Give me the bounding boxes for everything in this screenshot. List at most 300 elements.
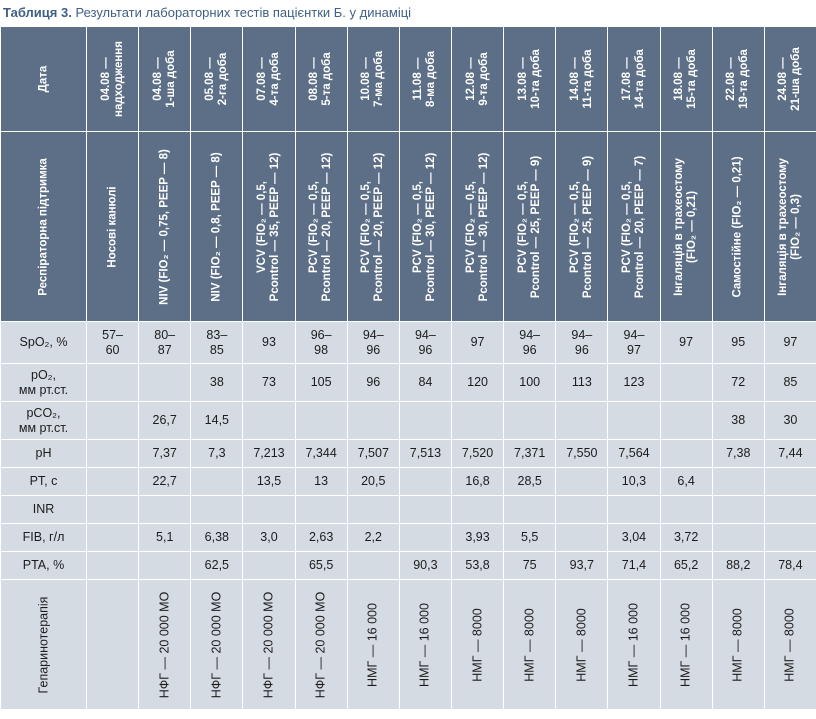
pta-cell <box>556 552 608 580</box>
support-cell <box>608 132 660 322</box>
support-cell-8-line-0: PCV (FIO₂ — 0,5, <box>516 180 529 273</box>
row-label-ph-line-0: pH <box>35 446 52 460</box>
heparin-cell-3-text <box>262 591 275 698</box>
po2-value-6: 84 <box>418 375 433 389</box>
support-cell <box>504 132 556 322</box>
date-cell-11-text <box>673 49 699 109</box>
ph-value-8: 7,371 <box>514 446 546 460</box>
pco2-value-13: 30 <box>783 413 798 427</box>
support-cell <box>347 132 399 322</box>
date-cell <box>608 27 660 132</box>
heparin-cell <box>504 580 556 710</box>
row-label-pco2 <box>1 402 87 440</box>
ph-cell <box>764 440 816 468</box>
pco2-cell <box>191 402 243 440</box>
support-cell <box>295 132 347 322</box>
date-cell-11-line-0: 18.08 — <box>673 57 686 101</box>
support-cell-2-text <box>210 152 223 301</box>
date-cell-13-line-1: 21-ша доба <box>790 47 803 111</box>
po2-value-2: 38 <box>209 375 224 389</box>
date-cell <box>712 27 764 132</box>
spo2-cell <box>712 322 764 364</box>
spo2-value-8-0: 94– <box>519 327 541 342</box>
spo2-cell <box>608 322 660 364</box>
fib-value-10: 3,04 <box>621 530 647 544</box>
heparin-cell-1-line-0: НФГ — 20 000 МО <box>157 591 172 698</box>
date-cell-5-text <box>360 51 386 107</box>
date-cell-12-line-0: 22.08 — <box>725 57 738 101</box>
pco2-cell <box>712 402 764 440</box>
heparin-cell-10-text <box>627 603 640 687</box>
po2-cell <box>295 364 347 402</box>
support-cell-9-line-1: Pcontrol — 25, PEEP — 9) <box>581 155 594 298</box>
pt-cell <box>660 468 712 496</box>
ph-value-9: 7,550 <box>566 446 598 460</box>
heparin-cell <box>712 580 764 710</box>
support-cell-4-text <box>308 152 334 301</box>
support-cell-1-text <box>158 149 171 305</box>
fib-cell <box>139 524 191 552</box>
row-label-po2-line-0: pO₂, <box>31 367 56 382</box>
row-po2 <box>1 364 816 402</box>
ph-cell <box>660 440 712 468</box>
pt-cell <box>504 468 556 496</box>
heparin-cell-9-text <box>575 608 588 681</box>
row-pt <box>1 468 816 496</box>
spo2-value-2-1: 85 <box>209 342 224 357</box>
spo2-cell <box>451 322 503 364</box>
support-cell-0-line-0: Носові канюлі <box>106 185 119 268</box>
date-cell-3-line-0: 07.08 — <box>255 57 268 101</box>
row-label-pt-line-0: PT, с <box>29 474 58 488</box>
date-cell-9-text <box>569 49 595 108</box>
spo2-value-1-1: 87 <box>157 342 172 357</box>
po2-cell <box>451 364 503 402</box>
row-label-ph <box>1 440 87 468</box>
pco2-cell <box>451 402 503 440</box>
spo2-value-3-0: 93 <box>262 335 276 349</box>
fib-cell <box>608 524 660 552</box>
date-cell <box>243 27 295 132</box>
fib-cell <box>87 524 139 552</box>
inr-cell <box>504 496 556 524</box>
heparin-cell-5-text <box>367 603 380 687</box>
date-cell-4-line-0: 08.08 — <box>308 57 321 101</box>
date-cell-2-line-1: 2-га доба <box>216 52 229 106</box>
inr-cell <box>347 496 399 524</box>
date-cell-5-line-1: 7-ма доба <box>373 51 386 107</box>
date-cell-1-line-0: 04.08 — <box>151 57 164 101</box>
heparin-cell-7-line-0: НМГ — 8000 <box>470 607 485 682</box>
ph-cell <box>191 440 243 468</box>
heparin-cell-12-line-0: НМГ — 8000 <box>730 607 745 682</box>
heparin-cell <box>347 580 399 710</box>
row-inr <box>1 496 816 524</box>
fib-value-7: 3,93 <box>465 530 490 544</box>
pt-value-11: 6,4 <box>677 474 695 488</box>
pta-value-6: 90,3 <box>413 558 438 572</box>
heparin-cell <box>764 580 816 710</box>
spo2-cell <box>191 322 243 364</box>
po2-cell <box>660 364 712 402</box>
date-cell <box>556 27 608 132</box>
date-cell-6-line-0: 11.08 — <box>412 57 425 101</box>
support-cell-5-text <box>360 152 386 301</box>
pco2-cell <box>139 402 191 440</box>
fib-cell <box>712 524 764 552</box>
inr-cell <box>712 496 764 524</box>
fib-cell <box>347 524 399 552</box>
pta-value-12: 88,2 <box>726 558 751 572</box>
pta-cell <box>764 552 816 580</box>
ph-value-7: 7,520 <box>461 446 494 460</box>
support-cell-10-text <box>621 155 647 297</box>
pt-cell <box>451 468 503 496</box>
pta-cell <box>295 552 347 580</box>
support-cell <box>660 132 712 322</box>
support-cell-9-text <box>569 155 595 297</box>
ph-cell <box>712 440 764 468</box>
po2-cell <box>608 364 660 402</box>
spo2-cell <box>243 322 295 364</box>
fib-value-8: 5,5 <box>521 530 539 544</box>
po2-value-9: 113 <box>571 375 592 389</box>
date-cell <box>399 27 451 132</box>
pt-value-1: 22,7 <box>152 474 177 488</box>
pta-value-2: 62,5 <box>204 558 230 572</box>
row-label-pta-line-0: PTA, % <box>22 558 65 572</box>
date-cell <box>660 27 712 132</box>
pt-value-7: 16,8 <box>465 474 490 488</box>
row-label-date-line-0: Дата <box>37 65 49 93</box>
heparin-cell-3-line-0: НФГ — 20 000 МО <box>261 591 276 698</box>
row-ph <box>1 440 816 468</box>
support-cell-4-line-0: PCV (FIO₂ — 0,5, <box>308 180 321 273</box>
date-cell-13-line-0: 24.08 — <box>777 57 790 101</box>
support-cell-8-text <box>517 155 543 297</box>
pta-value-8: 75 <box>522 558 537 572</box>
inr-cell <box>451 496 503 524</box>
inr-cell <box>191 496 243 524</box>
pt-cell <box>191 468 243 496</box>
fib-value-4: 2,63 <box>308 530 334 544</box>
fib-value-5: 2,2 <box>364 530 382 544</box>
pt-value-3: 13,5 <box>256 474 282 488</box>
heparin-cell-2-line-0: НФГ — 20 000 МО <box>209 591 224 698</box>
spo2-cell <box>295 322 347 364</box>
support-cell-5-line-0: PCV (FIO₂ — 0,5, <box>360 180 373 273</box>
support-cell <box>243 132 295 322</box>
date-cell-0-line-0: 04.08 — <box>99 57 112 101</box>
date-cell-3-line-1: 4-та доба <box>268 52 281 106</box>
pco2-cell <box>608 402 660 440</box>
heparin-cell <box>608 580 660 710</box>
spo2-cell <box>556 322 608 364</box>
heparin-cell-13-text <box>784 608 797 681</box>
po2-value-4: 105 <box>310 375 332 389</box>
row-spo2 <box>1 322 816 364</box>
heparin-cell <box>191 580 243 710</box>
row-label-heparin <box>1 580 87 710</box>
spo2-value-4-0: 96– <box>310 327 332 342</box>
spo2-value-12-0: 95 <box>731 335 746 349</box>
spo2-value-8-1: 96 <box>522 342 537 357</box>
date-cell-7-line-1: 9-та доба <box>477 52 490 106</box>
fib-cell <box>243 524 295 552</box>
pta-value-9: 93,7 <box>569 558 594 572</box>
heparin-cell <box>139 580 191 710</box>
date-cell-4-line-1: 5-та доба <box>321 52 334 106</box>
ph-cell <box>451 440 503 468</box>
ph-cell <box>399 440 451 468</box>
support-cell <box>139 132 191 322</box>
spo2-value-4-1: 98 <box>314 342 329 357</box>
inr-cell <box>399 496 451 524</box>
support-cell-11-line-1: (FIO₂ — 0,21) <box>686 190 699 263</box>
heparin-cell <box>660 580 712 710</box>
date-cell-6-text <box>412 51 438 107</box>
spo2-cell <box>87 322 139 364</box>
inr-cell <box>243 496 295 524</box>
row-label-fib <box>1 524 87 552</box>
support-cell-3-line-0: VCV (FIO₂ — 0,5, <box>255 180 268 273</box>
heparin-cell <box>451 580 503 710</box>
inr-cell <box>556 496 608 524</box>
pt-cell <box>139 468 191 496</box>
spo2-cell <box>399 322 451 364</box>
ph-value-12: 7,38 <box>726 446 751 460</box>
fib-value-1: 5,1 <box>156 530 174 544</box>
heparin-cell-11-line-0: НМГ — 16 000 <box>678 602 693 687</box>
pta-cell <box>399 552 451 580</box>
row-label-inr <box>1 496 87 524</box>
ph-value-4: 7,344 <box>305 446 337 460</box>
row-label-date <box>1 27 87 132</box>
heparin-cell-6-text <box>419 603 432 687</box>
pt-cell <box>243 468 295 496</box>
ph-value-6: 7,513 <box>409 446 442 460</box>
heparin-cell-10-line-0: НМГ — 16 000 <box>626 602 641 687</box>
pta-value-7: 53,8 <box>465 558 490 572</box>
pt-cell <box>712 468 764 496</box>
pt-cell <box>87 468 139 496</box>
fib-cell <box>764 524 816 552</box>
ph-cell <box>504 440 556 468</box>
heparin-cell <box>243 580 295 710</box>
spo2-value-0-0: 57– <box>102 327 123 342</box>
support-cell-13-line-1: (FIO₂ — 0,3) <box>790 193 803 260</box>
ph-cell <box>347 440 399 468</box>
support-cell-3-line-1: Pcontrol — 35, PEEP — 12) <box>268 152 281 301</box>
row-pco2 <box>1 402 816 440</box>
ph-value-3: 7,213 <box>253 446 285 460</box>
po2-value-7: 120 <box>467 375 488 389</box>
pt-cell <box>347 468 399 496</box>
heparin-cell-11-text <box>680 603 693 687</box>
support-cell-7-text <box>465 152 491 301</box>
pco2-cell <box>504 402 556 440</box>
po2-cell <box>764 364 816 402</box>
date-cell-0-text <box>100 41 126 117</box>
support-cell <box>191 132 243 322</box>
support-cell-12-text <box>732 156 745 297</box>
pta-cell <box>712 552 764 580</box>
spo2-value-9-1: 96 <box>574 342 589 357</box>
pco2-value-2: 14,5 <box>204 413 230 427</box>
pco2-cell <box>87 402 139 440</box>
date-cell-10-line-0: 17.08 — <box>620 57 633 101</box>
support-cell-10-line-0: PCV (FIO₂ — 0,5, <box>620 180 633 273</box>
pta-value-4: 65,5 <box>308 558 334 572</box>
date-cell-4-text <box>308 52 334 105</box>
pt-cell <box>399 468 451 496</box>
support-cell-1-line-0: NIV (FIO₂ — 0,75, PEEP — 8) <box>158 148 171 305</box>
support-cell-12-line-0: Самостійне (FIO₂ — 0,21) <box>731 155 744 298</box>
heparin-cell-12-text <box>732 608 745 681</box>
row-support <box>1 132 816 322</box>
heparin-cell-6-line-0: НМГ — 16 000 <box>417 602 432 687</box>
date-cell-10-text <box>621 49 647 109</box>
ph-cell <box>243 440 295 468</box>
fib-value-2: 6,38 <box>204 530 230 544</box>
fib-cell <box>504 524 556 552</box>
pco2-cell <box>295 402 347 440</box>
date-cell-9-line-1: 11-та доба <box>581 49 594 109</box>
spo2-cell <box>347 322 399 364</box>
spo2-value-2-0: 83– <box>206 327 228 342</box>
date-cell-12-text <box>725 49 751 109</box>
pco2-cell <box>243 402 295 440</box>
po2-value-10: 123 <box>623 375 645 389</box>
pta-cell <box>191 552 243 580</box>
table-caption-text: Результати лабораторних тестів пацієнтки Б. у динаміці <box>75 5 412 20</box>
po2-value-12: 72 <box>731 375 746 389</box>
date-cell-3-text <box>256 52 282 105</box>
fib-cell <box>295 524 347 552</box>
po2-value-8: 100 <box>519 375 541 389</box>
row-date <box>1 27 816 132</box>
support-cell <box>87 132 139 322</box>
support-cell <box>764 132 816 322</box>
fib-cell <box>660 524 712 552</box>
po2-value-5: 96 <box>366 375 381 389</box>
date-cell-6-line-1: 8-ма доба <box>425 51 438 107</box>
pta-cell <box>347 552 399 580</box>
support-cell-10-line-1: Pcontrol — 20, PEEP — 7) <box>633 155 646 298</box>
inr-cell <box>139 496 191 524</box>
row-label-fib-line-0: FIB, г/л <box>22 530 65 544</box>
lab-results-table <box>0 26 816 710</box>
fib-cell <box>451 524 503 552</box>
ph-cell <box>608 440 660 468</box>
pta-cell <box>87 552 139 580</box>
pta-cell <box>504 552 556 580</box>
support-cell-3-text <box>256 152 282 301</box>
pco2-value-1: 26,7 <box>152 413 177 427</box>
spo2-cell <box>504 322 556 364</box>
pco2-cell <box>347 402 399 440</box>
ph-cell <box>556 440 608 468</box>
date-cell <box>347 27 399 132</box>
heparin-cell-1-text <box>158 591 171 698</box>
date-cell-13-text <box>777 47 803 111</box>
ph-cell <box>87 440 139 468</box>
row-label-pt <box>1 468 87 496</box>
po2-cell <box>347 364 399 402</box>
po2-cell <box>139 364 191 402</box>
support-cell-2-line-0: NIV (FIO₂ — 0,8, PEEP — 8) <box>210 151 223 302</box>
pt-value-4: 13 <box>314 474 329 488</box>
pta-value-13: 78,4 <box>778 558 803 572</box>
fib-cell <box>399 524 451 552</box>
pt-cell <box>764 468 816 496</box>
ph-cell <box>139 440 191 468</box>
po2-value-13: 85 <box>783 375 798 389</box>
date-cell-5-line-0: 10.08 — <box>360 57 373 101</box>
pta-value-10: 71,4 <box>621 558 647 572</box>
pco2-cell <box>556 402 608 440</box>
fib-cell <box>191 524 243 552</box>
row-label-inr-line-0: INR <box>32 502 55 516</box>
date-cell-0-line-1: надходження <box>112 41 125 117</box>
pta-cell <box>608 552 660 580</box>
row-label-date-text <box>37 66 50 93</box>
pta-cell <box>660 552 712 580</box>
spo2-value-6-1: 96 <box>418 342 433 357</box>
date-cell-10-line-1: 14-та доба <box>633 49 646 109</box>
row-label-support <box>1 132 87 322</box>
po2-cell <box>87 364 139 402</box>
spo2-value-9-0: 94– <box>571 327 593 342</box>
heparin-cell <box>399 580 451 710</box>
fib-value-3: 3,0 <box>260 530 278 544</box>
spo2-cell <box>660 322 712 364</box>
pt-value-8: 28,5 <box>517 474 542 488</box>
date-cell-8-text <box>517 49 543 109</box>
spo2-value-10-1: 97 <box>627 342 641 357</box>
spo2-value-0-1: 60 <box>105 342 120 357</box>
heparin-cell-9-line-0: НМГ — 8000 <box>574 607 589 682</box>
row-pta <box>1 552 816 580</box>
date-cell-7-text <box>465 52 491 105</box>
inr-cell <box>764 496 816 524</box>
pta-value-11: 65,2 <box>673 558 699 572</box>
date-cell <box>504 27 556 132</box>
date-cell <box>764 27 816 132</box>
support-cell <box>712 132 764 322</box>
date-cell-9-line-0: 14.08 — <box>568 57 581 101</box>
support-cell-11-text <box>673 158 699 296</box>
pt-value-5: 20,5 <box>361 474 386 488</box>
pco2-value-12: 38 <box>731 413 746 427</box>
pta-cell <box>139 552 191 580</box>
inr-cell <box>87 496 139 524</box>
heparin-cell <box>87 580 139 710</box>
support-cell-5-line-1: Pcontrol — 20, PEEP — 12) <box>373 152 386 301</box>
spo2-value-5-0: 94– <box>362 327 384 342</box>
heparin-cell-8-line-0: НМГ — 8000 <box>522 607 537 682</box>
date-cell-7-line-0: 12.08 — <box>464 57 477 101</box>
date-cell-1-line-1: 1-ша доба <box>164 50 177 108</box>
spo2-cell <box>764 322 816 364</box>
spo2-value-13-0: 97 <box>783 335 798 349</box>
row-label-spo2 <box>1 322 87 364</box>
spo2-cell <box>139 322 191 364</box>
row-label-support-line-0: Респіраторна підтримка <box>37 157 49 296</box>
support-cell-6-line-1: Pcontrol — 30, PEEP — 12) <box>425 152 438 301</box>
pt-value-10: 10,3 <box>621 474 647 488</box>
table-caption <box>0 0 816 26</box>
